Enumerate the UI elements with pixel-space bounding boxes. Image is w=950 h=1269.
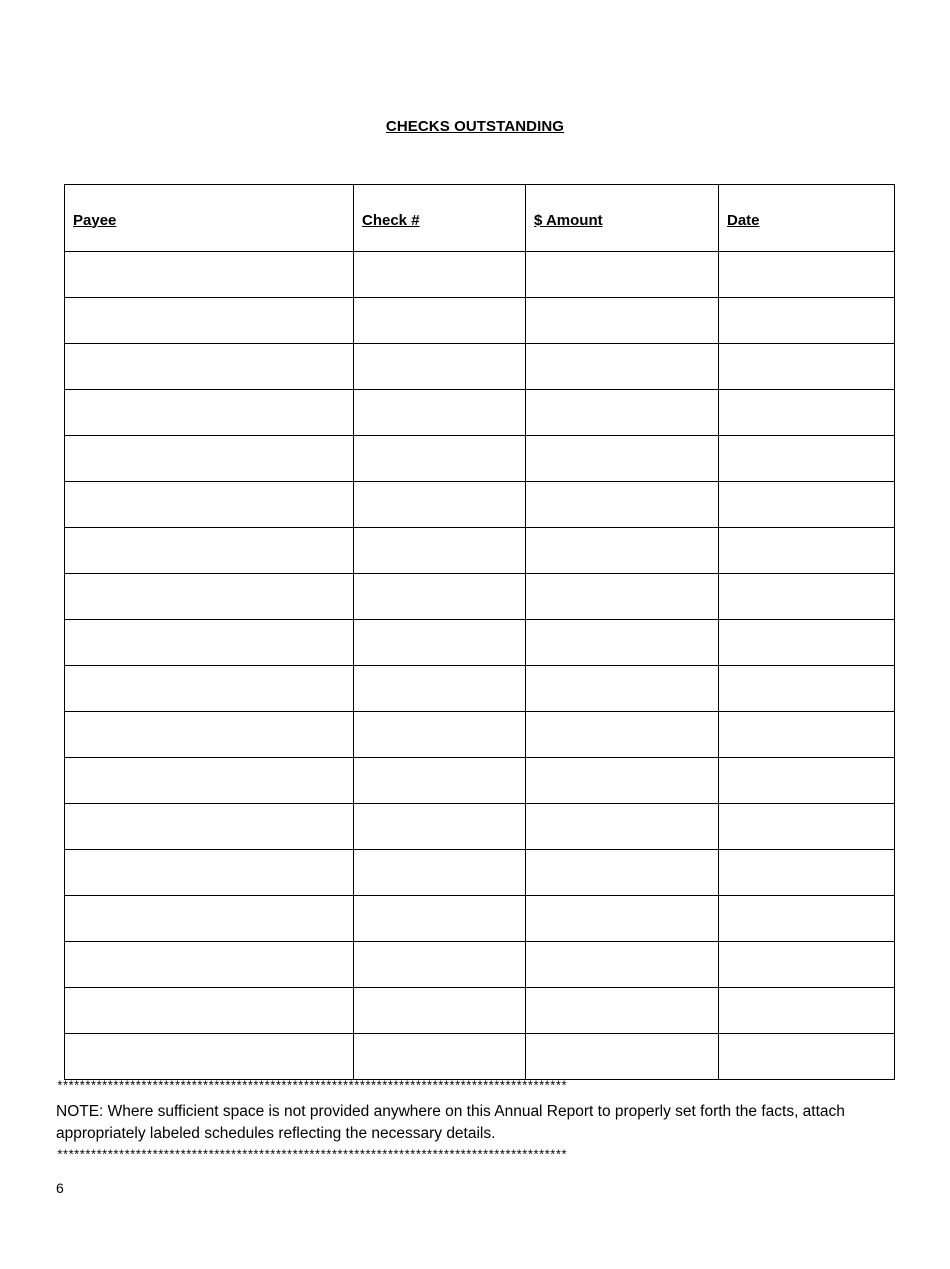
page-title: CHECKS OUTSTANDING <box>385 118 565 135</box>
cell-check-number[interactable] <box>354 298 526 344</box>
cell-amount[interactable] <box>526 850 719 896</box>
cell-payee[interactable] <box>65 1034 354 1080</box>
cell-date[interactable] <box>719 942 895 988</box>
cell-check-number[interactable] <box>354 712 526 758</box>
cell-amount[interactable] <box>526 436 719 482</box>
cell-payee[interactable] <box>65 804 354 850</box>
cell-amount[interactable] <box>526 620 719 666</box>
separator-top: ******************************************************************************************* <box>56 1080 566 1094</box>
table-header-row <box>65 185 895 252</box>
cell-check-number[interactable] <box>354 804 526 850</box>
cell-date[interactable] <box>719 436 895 482</box>
cell-amount[interactable] <box>526 344 719 390</box>
table-row <box>65 850 895 896</box>
cell-payee[interactable] <box>65 620 354 666</box>
cell-amount[interactable] <box>526 298 719 344</box>
cell-amount[interactable] <box>526 942 719 988</box>
cell-date[interactable] <box>719 620 895 666</box>
cell-date[interactable] <box>719 896 895 942</box>
cell-date[interactable] <box>719 390 895 436</box>
cell-amount[interactable] <box>526 988 719 1034</box>
header-payee-label: Payee <box>73 211 117 229</box>
cell-check-number[interactable] <box>354 252 526 298</box>
cell-check-number[interactable] <box>354 344 526 390</box>
header-date-label: Date <box>727 211 760 229</box>
cell-payee[interactable] <box>65 436 354 482</box>
cell-payee[interactable] <box>65 896 354 942</box>
table-row <box>65 482 895 528</box>
table-row <box>65 252 895 298</box>
cell-check-number[interactable] <box>354 620 526 666</box>
cell-amount[interactable] <box>526 712 719 758</box>
cell-check-number[interactable] <box>354 574 526 620</box>
cell-amount[interactable] <box>526 390 719 436</box>
table-body <box>65 252 895 1080</box>
cell-payee[interactable] <box>65 574 354 620</box>
cell-date[interactable] <box>719 574 895 620</box>
cell-date[interactable] <box>719 988 895 1034</box>
cell-date[interactable] <box>719 712 895 758</box>
cell-check-number[interactable] <box>354 482 526 528</box>
header-amount-label: $ Amount <box>534 211 603 229</box>
cell-payee[interactable] <box>65 712 354 758</box>
cell-amount[interactable] <box>526 666 719 712</box>
cell-payee[interactable] <box>65 988 354 1034</box>
cell-date[interactable] <box>719 850 895 896</box>
cell-payee[interactable] <box>65 390 354 436</box>
table-row <box>65 1034 895 1080</box>
cell-date[interactable] <box>719 758 895 804</box>
cell-amount[interactable] <box>526 804 719 850</box>
table-row <box>65 896 895 942</box>
cell-amount[interactable] <box>526 482 719 528</box>
cell-payee[interactable] <box>65 850 354 896</box>
table-row <box>65 436 895 482</box>
cell-payee[interactable] <box>65 942 354 988</box>
cell-date[interactable] <box>719 666 895 712</box>
cell-date[interactable] <box>719 252 895 298</box>
cell-date[interactable] <box>719 298 895 344</box>
cell-date[interactable] <box>719 482 895 528</box>
note-text: NOTE: Where sufficient space is not provided anywhere on this Annual Report to properly set forth the facts, attach appropriately labeled schedules reflecting the necessary details. <box>56 1103 845 1142</box>
cell-check-number[interactable] <box>354 528 526 574</box>
table-row <box>65 988 895 1034</box>
table-row <box>65 390 895 436</box>
cell-amount[interactable] <box>526 528 719 574</box>
cell-payee[interactable] <box>65 252 354 298</box>
cell-check-number[interactable] <box>354 390 526 436</box>
checks-outstanding-table <box>64 184 895 1080</box>
header-check-number-label: Check # <box>362 211 420 229</box>
cell-check-number[interactable] <box>354 1034 526 1080</box>
cell-payee[interactable] <box>65 758 354 804</box>
cell-check-number[interactable] <box>354 850 526 896</box>
cell-payee[interactable] <box>65 528 354 574</box>
cell-check-number[interactable] <box>354 666 526 712</box>
cell-date[interactable] <box>719 528 895 574</box>
cell-check-number[interactable] <box>354 896 526 942</box>
separator-bottom: ******************************************************************************************* <box>56 1149 566 1163</box>
header-amount <box>526 185 719 252</box>
cell-payee[interactable] <box>65 666 354 712</box>
header-date <box>719 185 895 252</box>
cell-payee[interactable] <box>65 344 354 390</box>
cell-check-number[interactable] <box>354 988 526 1034</box>
table-row <box>65 666 895 712</box>
cell-date[interactable] <box>719 1034 895 1080</box>
cell-check-number[interactable] <box>354 436 526 482</box>
table-row <box>65 298 895 344</box>
table-row <box>65 528 895 574</box>
cell-date[interactable] <box>719 804 895 850</box>
header-payee <box>65 185 354 252</box>
cell-check-number[interactable] <box>354 942 526 988</box>
page-number: 6 <box>56 1180 64 1196</box>
table-row <box>65 804 895 850</box>
cell-amount[interactable] <box>526 758 719 804</box>
cell-amount[interactable] <box>526 896 719 942</box>
table-row <box>65 574 895 620</box>
cell-amount[interactable] <box>526 252 719 298</box>
table-row <box>65 712 895 758</box>
cell-payee[interactable] <box>65 298 354 344</box>
cell-payee[interactable] <box>65 482 354 528</box>
cell-amount[interactable] <box>526 574 719 620</box>
table-row <box>65 758 895 804</box>
cell-check-number[interactable] <box>354 758 526 804</box>
header-check-number <box>354 185 526 252</box>
cell-amount[interactable] <box>526 1034 719 1080</box>
table-row <box>65 344 895 390</box>
cell-date[interactable] <box>719 344 895 390</box>
table-row <box>65 942 895 988</box>
table-row <box>65 620 895 666</box>
